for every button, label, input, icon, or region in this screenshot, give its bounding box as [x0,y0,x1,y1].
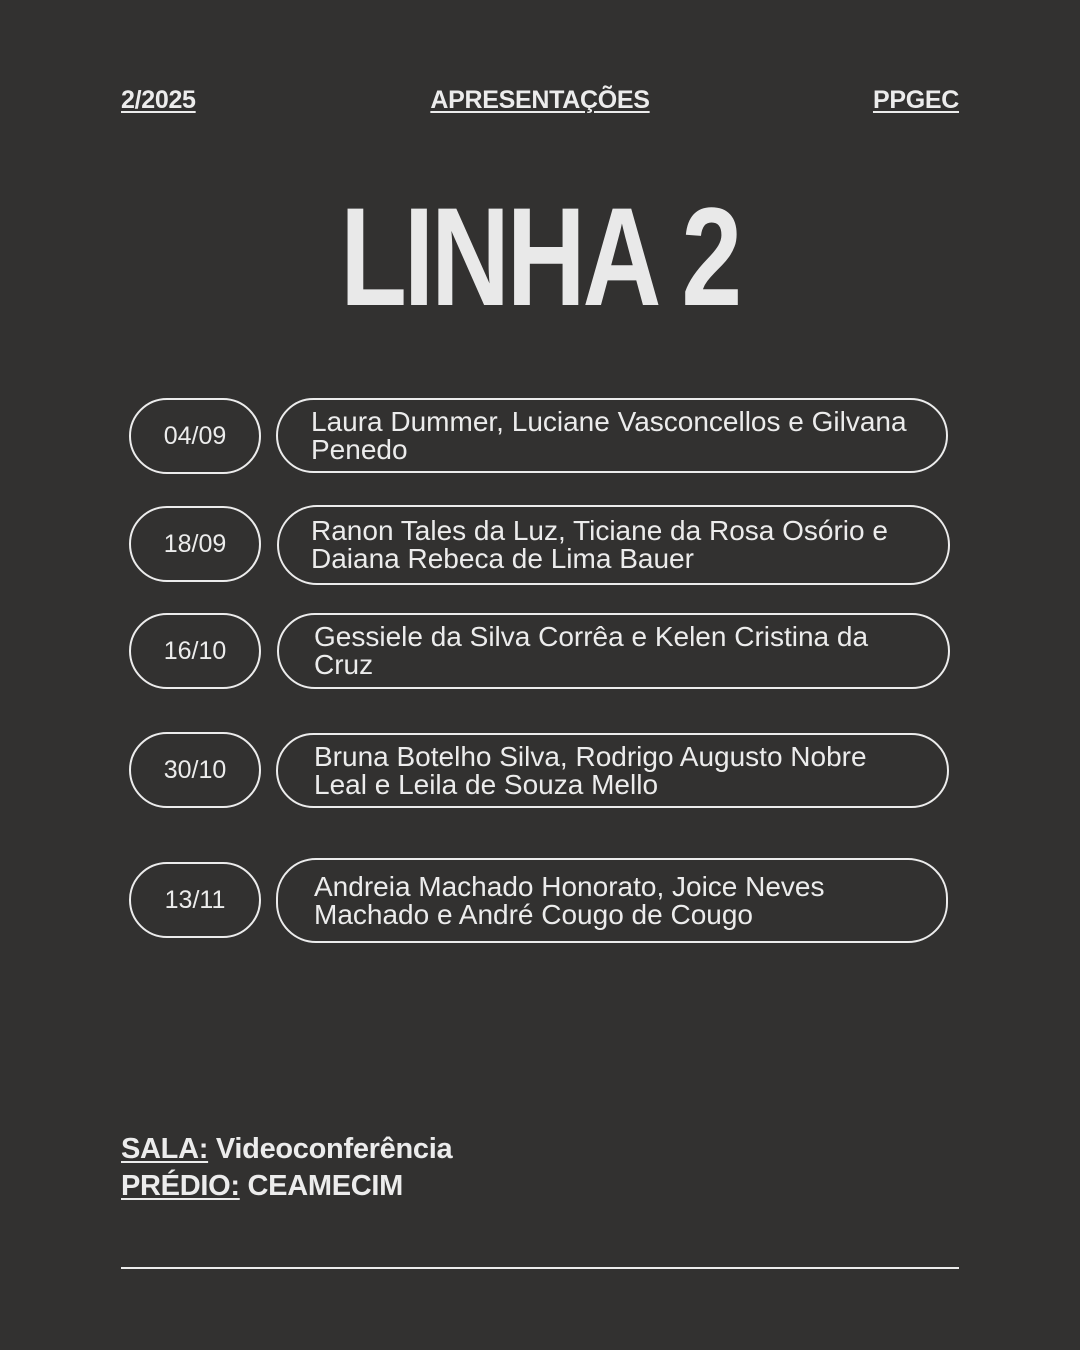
program-label: PPGEC [872,86,959,114]
building-label: PRÉDIO: [121,1170,240,1202]
section-heading-text: APRESENTAÇÕES [430,86,650,114]
semester-label: 2/2025 [121,86,196,114]
presenters-box [276,858,948,943]
room-value: Videoconferência [215,1133,453,1165]
date-badge: 30/10 [129,732,261,808]
presenters-box [277,613,950,689]
presenters-text: Andreia Machado Honorato, Joice Neves Machado e André Cougo de Cougo [314,870,825,930]
presenters-text: Ranon Tales da Luz, Ticiane da Rosa Osório e Daiana Rebeca de Lima Bauer [311,515,888,574]
presenters-box [276,398,948,473]
presenters-box [277,505,950,585]
bottom-divider [121,1267,959,1269]
room-label: SALA: [121,1133,209,1165]
building-line [121,1170,403,1203]
presenters-text: Bruna Botelho Silva, Rodrigo Augusto Nobre Leal e Leila de Souza Mello [314,740,867,800]
building-value: CEAMECIM [247,1170,404,1202]
date-badge: 13/11 [129,862,261,938]
date-badge: 16/10 [129,613,261,689]
presenters-text: Laura Dummer, Luciane Vasconcellos e Gilvana Penedo [311,405,907,465]
date-badge: 04/09 [129,398,261,474]
room-line [121,1133,452,1166]
page-title [0,172,1080,342]
page-title-text: LINHA 2 [340,178,740,335]
date-badge: 18/09 [129,506,261,582]
presenters-box [276,733,949,808]
presenters-text: Gessiele da Silva Corrêa e Kelen Cristina da Cruz [314,621,869,680]
